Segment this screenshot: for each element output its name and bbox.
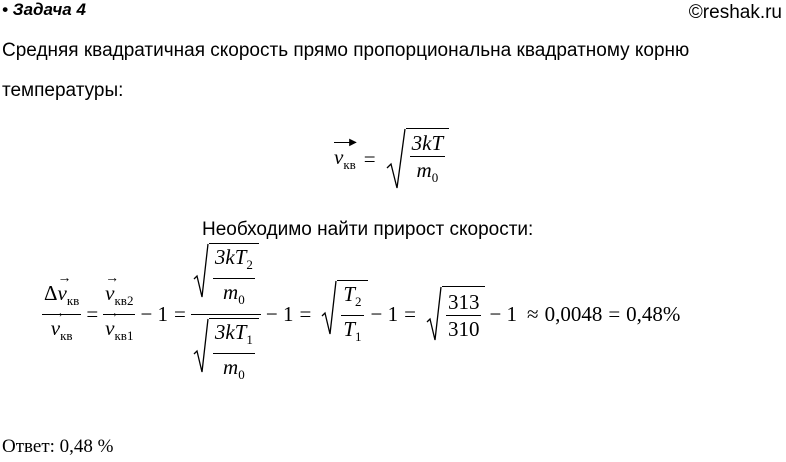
paragraph-line: температуры: xyxy=(2,80,124,101)
vector-v-kv: $v_{кв}$ ▶ xyxy=(334,137,357,172)
fraction-denominator: $m_0$ xyxy=(416,158,439,185)
ratio-v2-v1: → $v_{кв2}$ → $v_{кв1}$ xyxy=(103,282,135,347)
answer-line: Ответ: 0,48 % xyxy=(2,436,114,457)
ratio-delta-v: $\Delta\to v_{кв}$ → $v_{кв}$ xyxy=(42,282,81,347)
fraction-numerator: 3kT xyxy=(411,131,444,155)
paragraph-line: Средняя квадратичная скорость прямо пропорциональна квадратному корню xyxy=(2,40,690,61)
sqrt-t-ratio: $\frac{T_2}{T_1}$ xyxy=(321,280,367,348)
site-watermark: ©reshak.ru xyxy=(688,2,782,23)
sqrt-numeric-ratio: $\frac{313}{310}$ xyxy=(426,286,486,342)
ratio-of-roots: $\frac{\frac{3kT_2}{m_0}}{\frac{3kT_1}{m_0}}$ xyxy=(191,243,261,386)
paragraph-line: Необходимо найти прирост скорости: xyxy=(202,219,534,240)
formula-speed-increase: $\Delta\to v_{кв}$ → $v_{кв}$ = → $v_{кв2}$ → $v_{кв1}$ − 1 = $\frac{\frac{3kT_2}{m_0}}{\frac{3kT_1}{m_0}}$ − 1 = $\frac{T_2}{T_1}$ − 1 = $\frac{313}{310}$ − 1 ≈ 0,0048 = 0,48% xyxy=(40,254,680,374)
equals-sign: = xyxy=(363,146,376,171)
result-decimal: 0,0048 xyxy=(544,301,603,326)
result-percent: 0,48% xyxy=(626,301,681,326)
task-title: • Задача 4 xyxy=(2,0,86,19)
formula-rms-speed xyxy=(334,128,449,190)
sqrt-expression xyxy=(386,128,450,190)
